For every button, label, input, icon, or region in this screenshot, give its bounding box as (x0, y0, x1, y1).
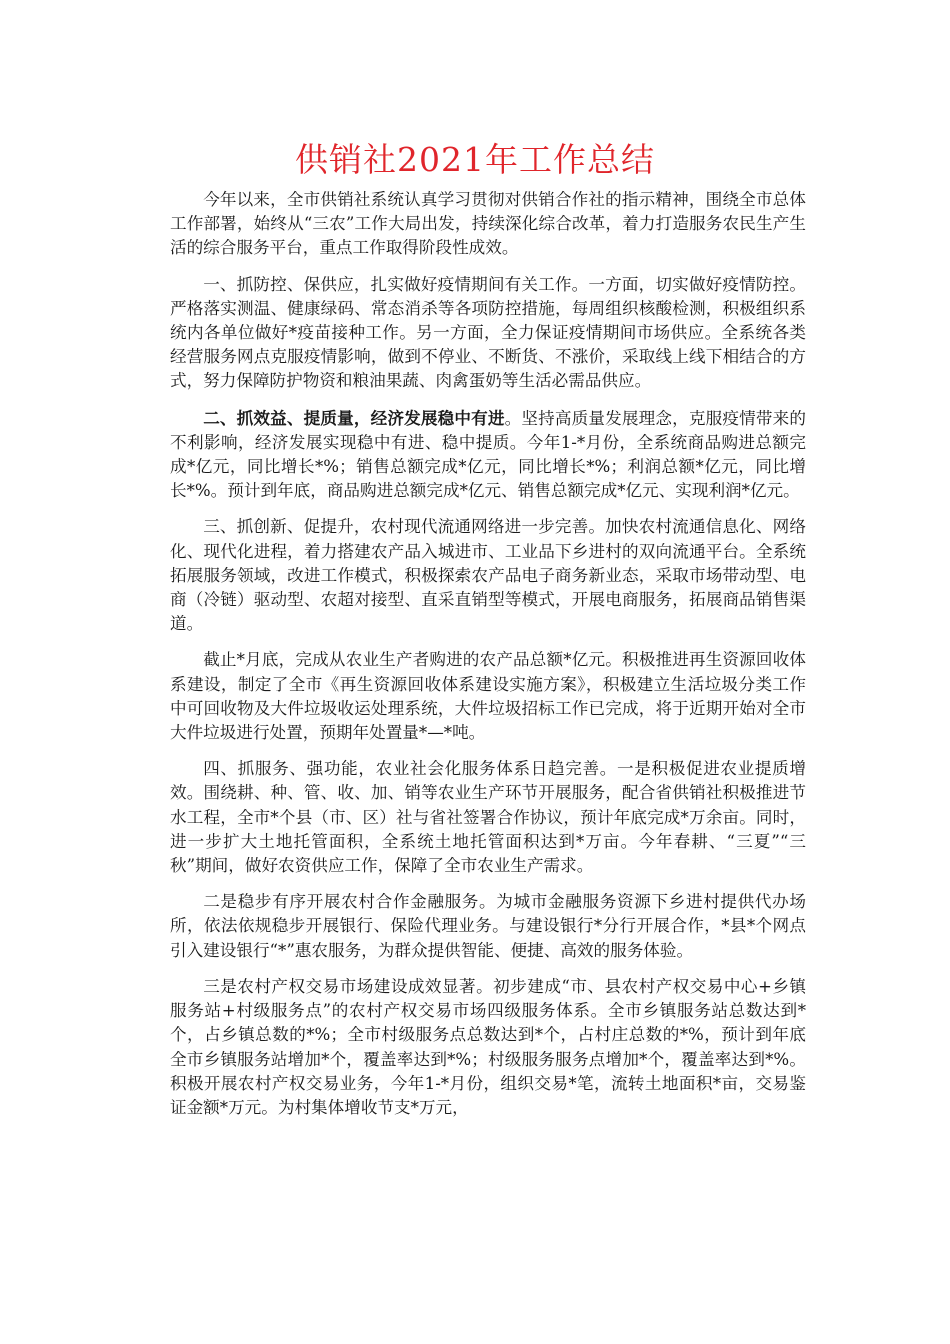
paragraph-section-3 (170, 515, 806, 636)
paragraph-text: 三是农村产权交易市场建设成效显著。初步建成“市、县农村产权交易中心+乡镇服务站+村级服务点”的农村产权交易市场四级服务体系。全市乡镇服务站总数达到*个，占乡镇总数的*%；全市村级服务点总数达到*个，占村庄总数的*%，预计到年底全市乡镇服务站增加*个，覆盖率达到*%；村级服务服务点增加*个，覆盖率达到*%。积极开展农村产权交易业务，今年1-*月份，组织交易*笔，流转土地面积*亩，交易鉴证金额*万元。为村集体增收节支*万元， (170, 976, 806, 1117)
paragraph-section-4 (170, 757, 806, 878)
paragraph-intro (170, 188, 806, 261)
paragraph-text: 四、抓服务、强功能，农业社会化服务体系日趋完善。一是积极促进农业提质增效。围绕耕、种、管、收、加、销等农业生产环节开展服务，配合省供销社积极推进节水工程，全市*个县（市、区）社与省社签署合作协议，预计年底完成*万余亩。同时，进一步扩大土地托管面积，全系统土地托管面积达到*万亩。今年春耕、“三夏”“三秋”期间，做好农资供应工作，保障了全市农业生产需求。 (170, 759, 806, 876)
document-title: 供销社2021年工作总结 (295, 140, 655, 179)
paragraph-finance (170, 890, 806, 963)
paragraph-text: 今年以来，全市供销社系统认真学习贯彻对供销合作社的指示精神，围绕全市总体工作部署，始终从“三农”工作大局出发，持续深化综合改革，着力打造服务农民生产生活的综合服务平台，重点工作取得阶段性成效。 (170, 190, 806, 258)
paragraph-text: 截止*月底，完成从农业生产者购进的农产品总额*亿元。积极推进再生资源回收体系建设，制定了全市《再生资源回收体系建设实施方案》，积极建立生活垃圾分类工作中可回收物及大件垃圾收运处理系统，大件垃圾招标工作已完成，将于近期开始对全市大件垃圾进行处置，预期年处置量*—*吨。 (170, 650, 806, 743)
document-body (170, 188, 806, 1132)
paragraph-text: 。坚持高质量发展理念，克服疫情带来的不利影响，经济发展实现稳中有进、稳中提质。今年1-*月份，全系统商品购进总额完成*亿元，同比增长*%；销售总额完成*亿元，同比增长*%；利润总额*亿元，同比增长*%。预计到年底，商品购进总额完成*亿元、销售总额完成*亿元、实现利润*亿元。 (170, 408, 806, 501)
paragraph-text: 三、抓创新、促提升，农村现代流通网络进一步完善。加快农村流通信息化、网络化、现代化进程，着力搭建农产品入城进市、工业品下乡进村的双向流通平台。全系统拓展服务领域，改进工作模式，积极探索农产品电子商务新业态，采取市场带动型、电商（冷链）驱动型、农超对接型、直采直销型等模式，开展电商服务，拓展商品销售渠道。 (170, 517, 806, 634)
paragraph-property-market (170, 975, 806, 1120)
paragraph-recycling (170, 648, 806, 745)
paragraph-lead: 二、抓效益、提质量，经济发展稳中有进 (203, 407, 505, 428)
paragraph-section-1 (170, 273, 806, 394)
paragraph-text: 一、抓防控、保供应，扎实做好疫情期间有关工作。一方面，切实做好疫情防控。严格落实测温、健康绿码、常态消杀等各项防控措施，每周组织核酸检测，积极组织系统内各单位做好*疫苗接种工作。另一方面，全力保证疫情期间市场供应。全系统各类经营服务网点克服疫情影响，做到不停业、不断货、不涨价，采取线上线下相结合的方式，努力保障防护物资和粮油果蔬、肉禽蛋奶等生活必需品供应。 (170, 274, 806, 391)
paragraph-text: 二是稳步有序开展农村合作金融服务。为城市金融服务资源下乡进村提供代办场所，依法依规稳步开展银行、保险代理业务。与建设银行*分行开展合作，*县*个网点引入建设银行“*”惠农服务，为群众提供智能、便捷、高效的服务体验。 (170, 892, 806, 960)
paragraph-section-2 (170, 406, 806, 504)
